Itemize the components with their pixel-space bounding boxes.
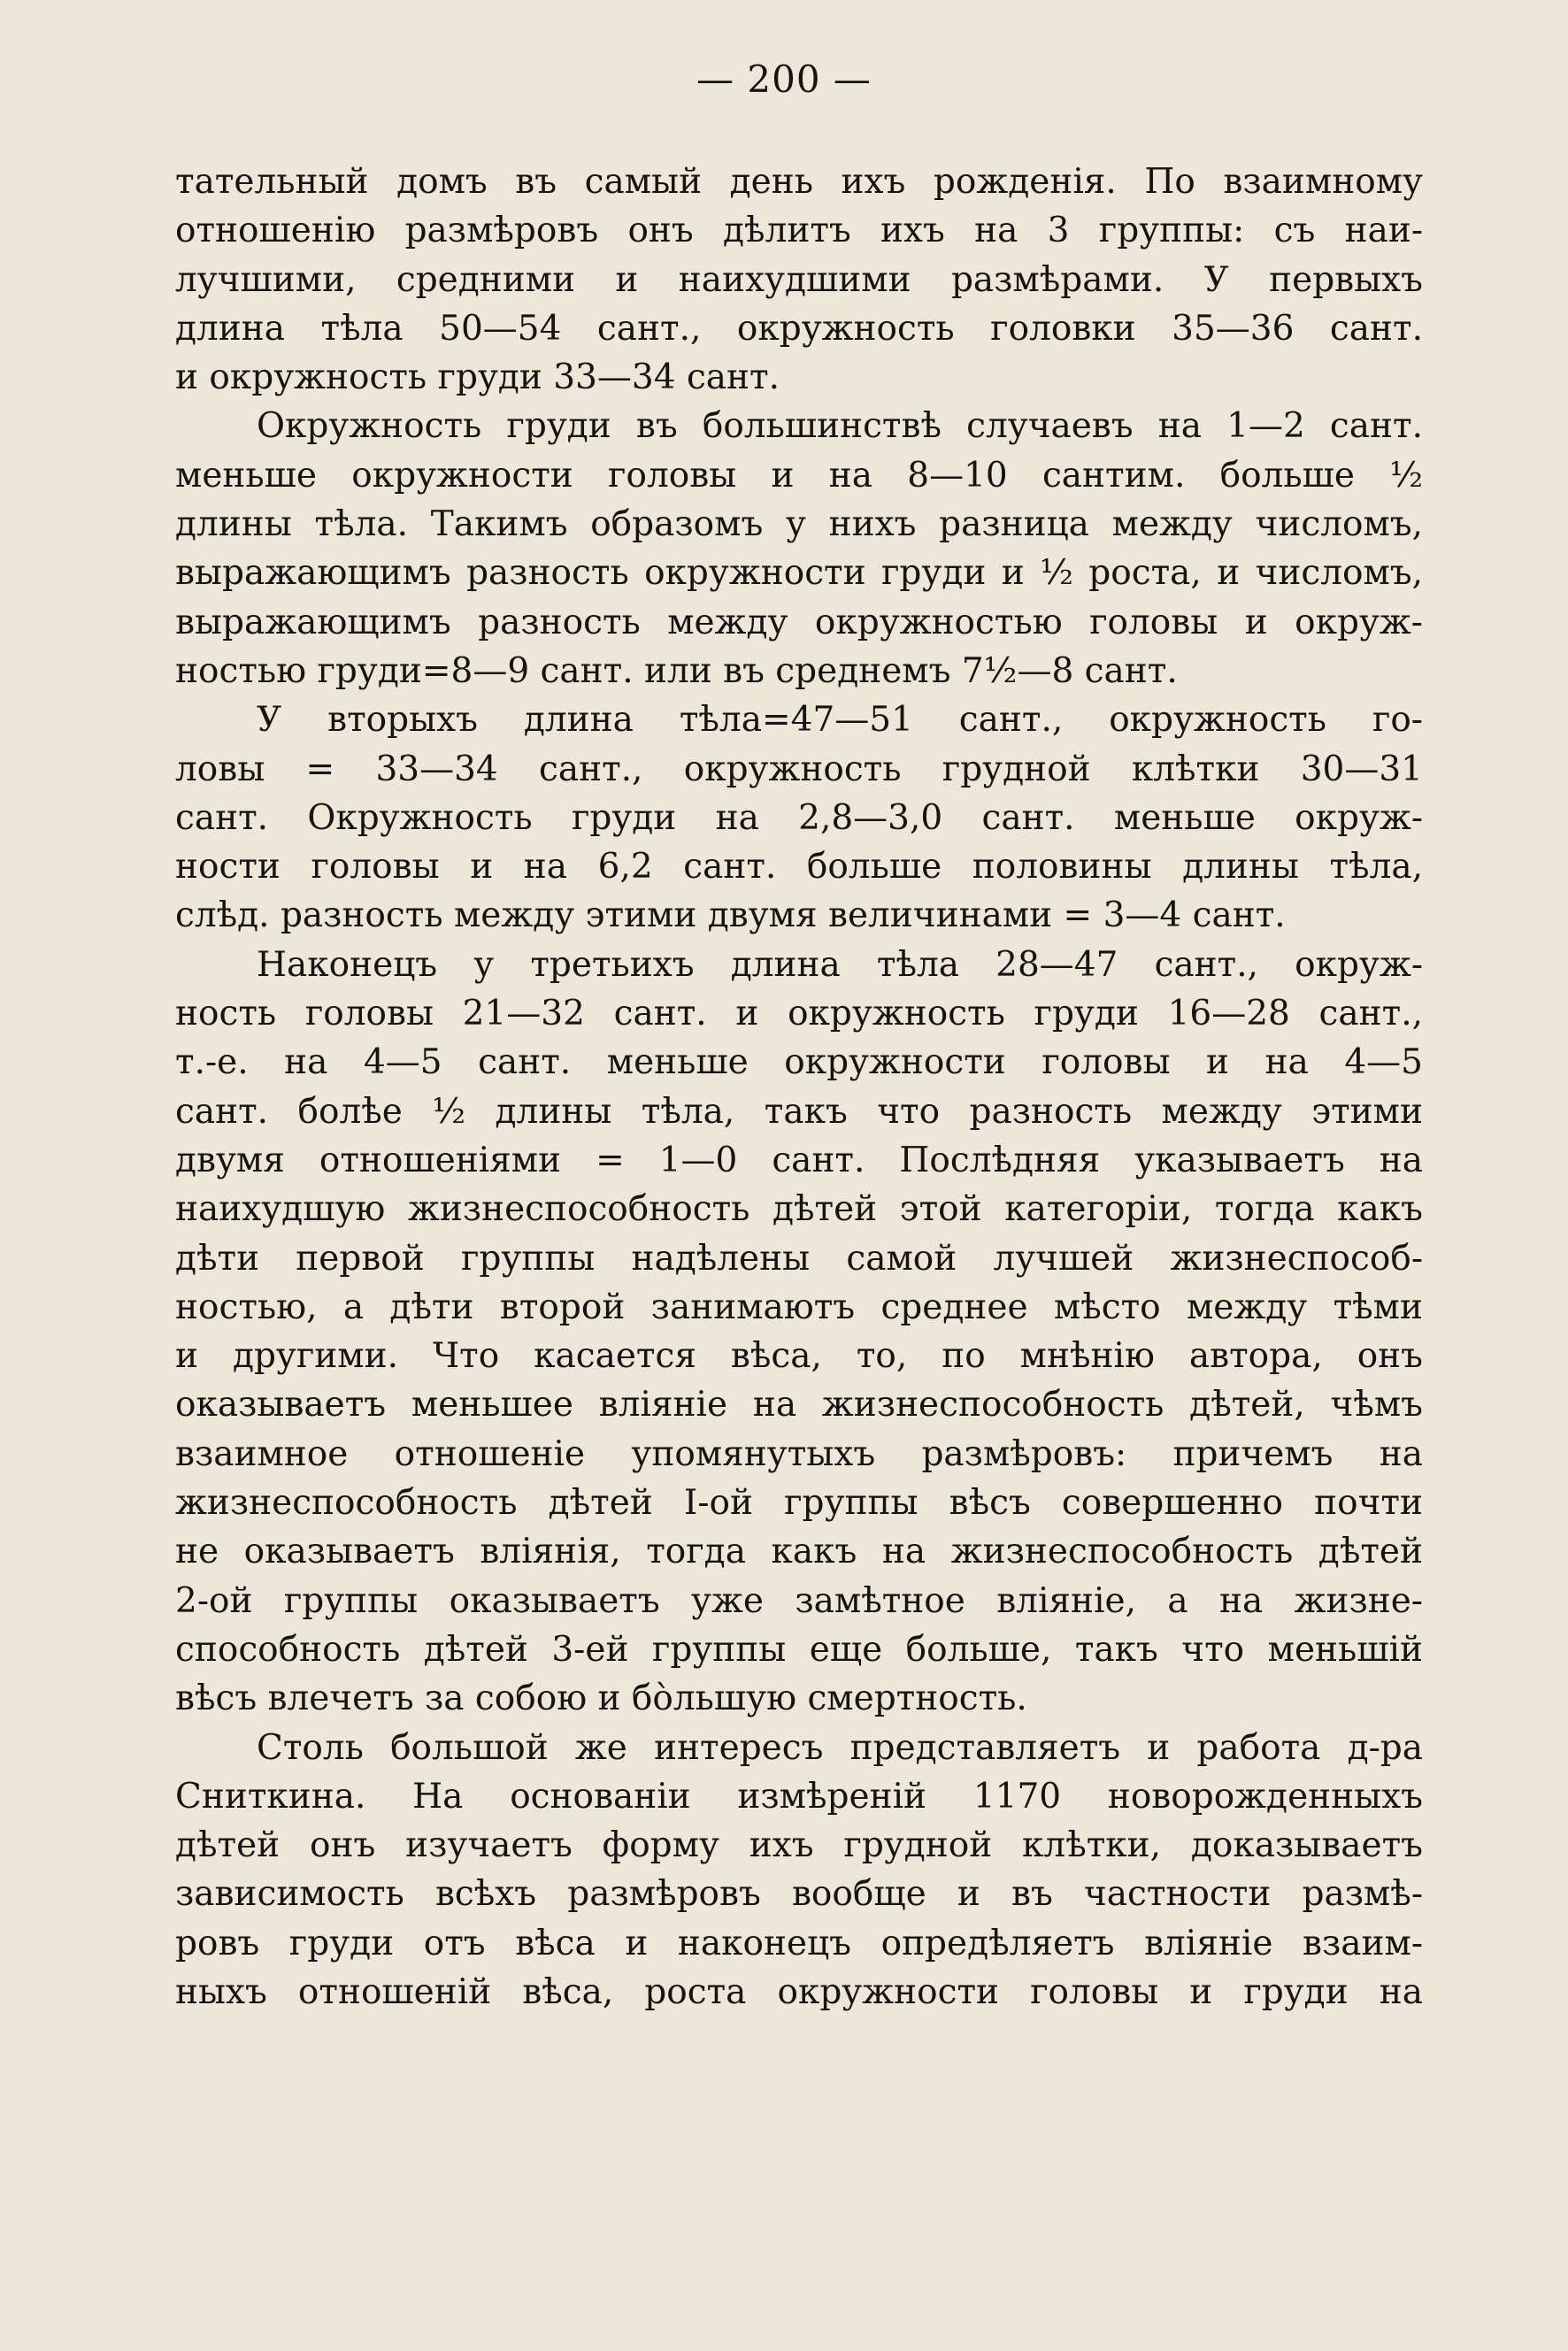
text-line: ровъ груди отъ вѣса и наконецъ опредѣляетъ вліяніе взаим- bbox=[175, 1923, 1423, 1963]
text-line: выражающимъ разность между окружностью головы и окруж- bbox=[175, 602, 1423, 642]
text-line: ныхъ отношеній вѣса, роста окружности головы и груди на bbox=[175, 1971, 1423, 2012]
text-line: жизнеспособность дѣтей І-ой группы вѣсъ совершенно почти bbox=[175, 1483, 1423, 1524]
text-line: отношенію размѣровъ онъ дѣлитъ ихъ на 3 группы: съ наи- bbox=[175, 211, 1423, 251]
text-line: дѣтей онъ изучаетъ форму ихъ грудной клѣтки, доказываетъ bbox=[175, 1825, 1423, 1866]
text-line: и окружность груди 33—34 сант. bbox=[175, 357, 780, 398]
paragraph bbox=[175, 402, 1423, 695]
text-line: ности головы и на 6,2 сант. больше половины длины тѣла, bbox=[175, 847, 1423, 887]
text-line: способность дѣтей 3-ей группы еще больше, такъ что меньшій bbox=[175, 1629, 1423, 1670]
text-line: слѣд. разность между этими двумя величинами = 3—4 сант. bbox=[175, 895, 1286, 936]
text-line: Сниткина. На основаніи измѣреній 1170 новорожденныхъ bbox=[175, 1776, 1423, 1817]
text-line: выражающимъ разность окружности груди и ½ роста, и числомъ, bbox=[175, 553, 1423, 594]
text-line: тательный домъ въ самый день ихъ рожденія. По взаимному bbox=[175, 162, 1423, 202]
text-line: наихудшую жизнеспособность дѣтей этой категоріи, тогда какъ bbox=[175, 1189, 1423, 1230]
body-text bbox=[175, 158, 1423, 2017]
text-line: ность головы 21—32 сант. и окружность груди 16—28 сант., bbox=[175, 994, 1423, 1034]
text-line: Столь большой же интересъ представляетъ и работа д-ра bbox=[257, 1727, 1423, 1768]
text-line: дѣти первой группы надѣлены самой лучшей жизнеспособ- bbox=[175, 1238, 1423, 1279]
paragraph bbox=[175, 941, 1423, 1724]
text-line: ностью груди=8—9 сант. или въ среднемъ 7½—8 сант. bbox=[175, 650, 1178, 691]
page-number: — 200 — bbox=[696, 58, 872, 101]
paragraph bbox=[175, 695, 1423, 940]
text-line: т.-е. на 4—5 сант. меньше окружности головы и на 4—5 bbox=[175, 1042, 1423, 1083]
text-line: длины тѣла. Такимъ образомъ у нихъ разница между числомъ, bbox=[175, 504, 1423, 545]
text-line: и другими. Что касается вѣса, то, по мнѣнію автора, онъ bbox=[175, 1336, 1423, 1377]
text-line: взаимное отношеніе упомянутыхъ размѣровъ: причемъ на bbox=[175, 1433, 1423, 1474]
text-line: ностью, а дѣти второй занимаютъ среднее мѣсто между тѣми bbox=[175, 1287, 1423, 1327]
text-line: сант. болѣе ½ длины тѣла, такъ что разность между этими bbox=[175, 1091, 1423, 1132]
text-line: Окружность груди въ большинствѣ случаевъ на 1—2 сант. bbox=[257, 406, 1423, 447]
paragraph bbox=[175, 1724, 1423, 2017]
text-line: меньше окружности головы и на 8—10 сантим. больше ½ bbox=[175, 455, 1423, 496]
text-line: лучшими, средними и наихудшими размѣрами. У первыхъ bbox=[175, 259, 1423, 300]
text-line: У вторыхъ длина тѣла=47—51 сант., окружность го- bbox=[257, 700, 1423, 741]
text-line: зависимость всѣхъ размѣровъ вообще и въ частности размѣ- bbox=[175, 1874, 1423, 1915]
text-line: ловы = 33—34 сант., окружность грудной клѣтки 30—31 bbox=[175, 749, 1423, 789]
text-line: двумя отношеніями = 1—0 сант. Послѣдняя указываетъ на bbox=[175, 1140, 1423, 1180]
text-line: 2-ой группы оказываетъ уже замѣтное вліяніе, а на жизне- bbox=[175, 1580, 1423, 1621]
text-line: вѣсъ влечетъ за собою и бо̀льшую смертность. bbox=[175, 1679, 1027, 1719]
text-line: не оказываетъ вліянія, тогда какъ на жизнеспособность дѣтей bbox=[175, 1532, 1423, 1572]
text-line: Наконецъ у третьихъ длина тѣла 28—47 сант., окруж- bbox=[257, 944, 1423, 985]
paragraph bbox=[175, 158, 1423, 402]
text-line: оказываетъ меньшее вліяніе на жизнеспособность дѣтей, чѣмъ bbox=[175, 1385, 1423, 1425]
text-line: длина тѣла 50—54 сант., окружность головки 35—36 сант. bbox=[175, 308, 1423, 349]
text-line: сант. Окружность груди на 2,8—3,0 сант. меньше окруж- bbox=[175, 797, 1423, 838]
